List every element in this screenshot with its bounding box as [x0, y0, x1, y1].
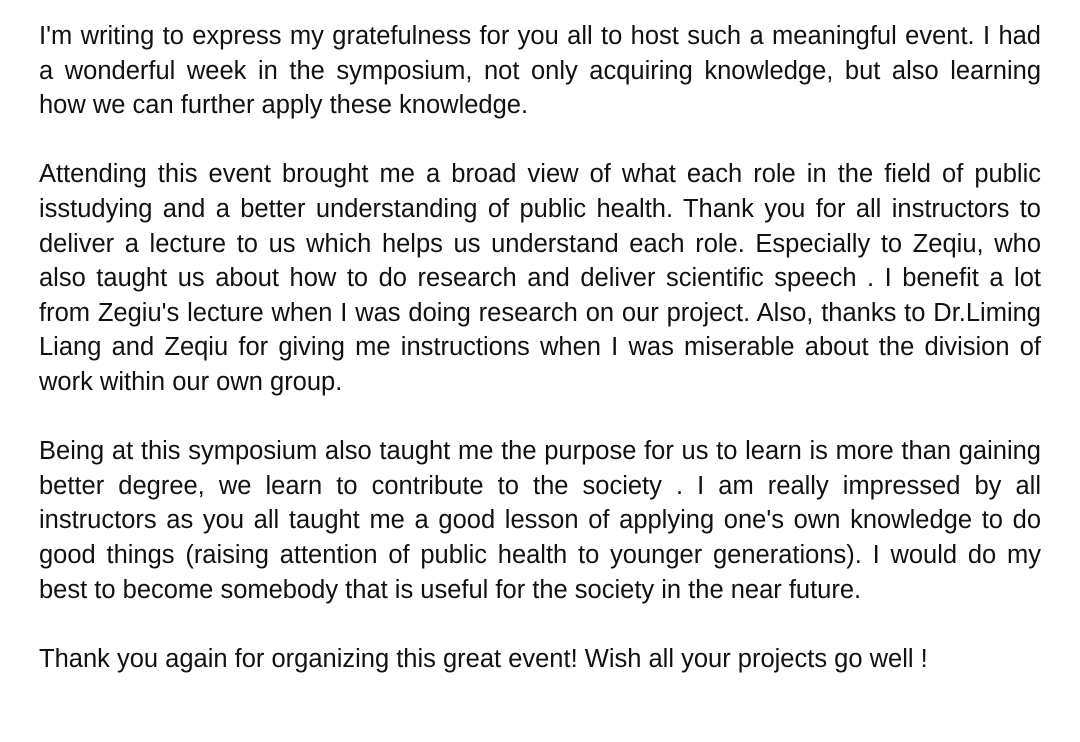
- paragraph-event-experience: Attending this event brought me a broad view of what each role in the field of public isstudying and a better understanding of public health. Thank you for all instructors to deliver a lecture to us which helps us understand each role. Especially to Zeqiu, who also taught us about how to do research and deliver scientific speech . I benefit a lot from Zegiu's lecture when I was doing research on our project. Also, thanks to Dr.Liming Liang and Zeqiu for giving me instructions when I was miserable about the division of work within our own group.: [39, 160, 1041, 396]
- paragraph-gratitude-intro: I'm writing to express my gratefulness for you all to host such a meaningful event. I had a wonderful week in the symposium, not only acquiring knowledge, but also learning how we can further apply these knowledge.: [39, 22, 1041, 120]
- letter-body: [39, 19, 1041, 676]
- paragraph-closing-thanks: Thank you again for organizing this great event! Wish all your projects go well !: [39, 644, 928, 673]
- paragraph-lesson-learned: Being at this symposium also taught me the purpose for us to learn is more than gaining better degree, we learn to contribute to the society . I am really impressed by all instructors as you all taught me a good lesson of applying one's own knowledge to do good things (raising attention of public health to younger generations). I would do my best to become somebody that is useful for the society in the near future.: [39, 437, 1041, 604]
